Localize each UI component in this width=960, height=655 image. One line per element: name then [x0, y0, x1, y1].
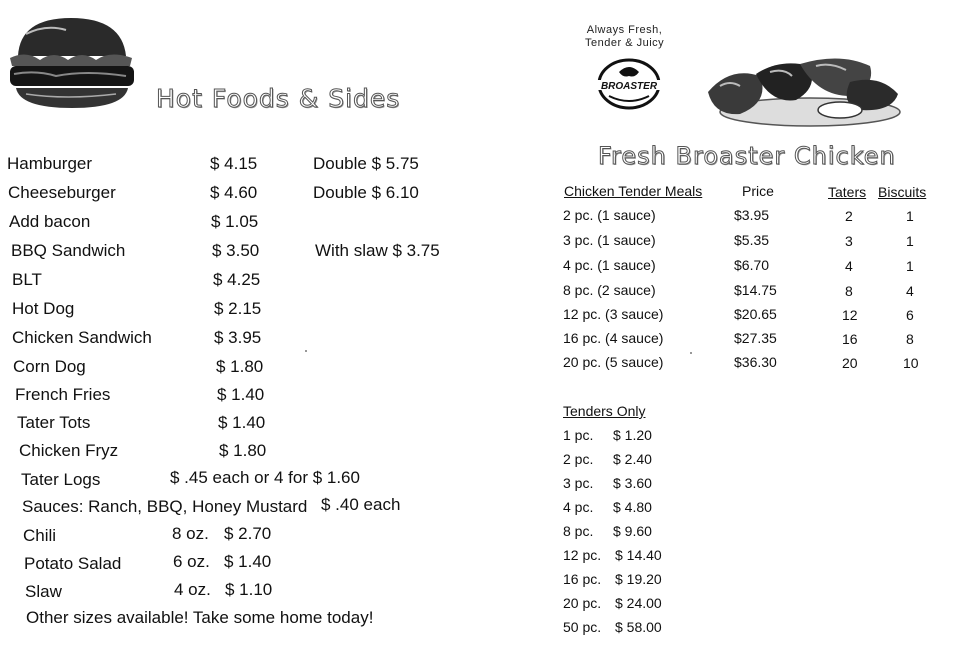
menu-item-size: 4 oz.: [174, 580, 211, 599]
tender-price: $ 58.00: [615, 619, 662, 635]
meal-row-biscuits: 8: [906, 331, 914, 347]
meal-row-meal: 3 pc. (1 sauce): [563, 232, 656, 248]
meal-row-taters: 8: [845, 283, 853, 299]
menu-item-name: Cheeseburger: [8, 183, 116, 202]
meal-row-price: $6.70: [734, 257, 770, 273]
menu-item-price: $ 1.40: [218, 413, 266, 432]
menu-item-price: $ 4.60: [210, 183, 258, 202]
hot-foods-title: Hot Foods & Sides: [156, 84, 401, 113]
meal-row-meal: 4 pc. (1 sauce): [563, 257, 656, 273]
footer-note: Other sizes available! Take some home today!: [26, 608, 374, 627]
logo-text: BROASTER: [600, 81, 658, 92]
meal-row-meal: 8 pc. (2 sauce): [563, 282, 656, 298]
tender-qty: 2 pc.: [563, 451, 594, 467]
menu-item-name: Potato Salad: [24, 554, 122, 573]
menu-item-size: 6 oz.: [173, 552, 210, 571]
menu-item-name: Chicken Sandwich: [12, 328, 152, 347]
menu-item-price: $ 1.05: [211, 212, 259, 231]
meal-row-price: $14.75: [734, 282, 777, 298]
meal-row-taters: 2: [845, 208, 853, 224]
tender-qty: 4 pc.: [563, 499, 594, 515]
meals-header-taters: Taters: [828, 184, 867, 200]
tender-price: $ 24.00: [615, 595, 662, 611]
menu-item-price: $ 1.10: [225, 580, 273, 599]
tender-price: $ 9.60: [613, 523, 652, 539]
menu-item-price: $ 4.25: [213, 270, 261, 289]
meal-row-meal: 16 pc. (4 sauce): [563, 330, 664, 346]
broaster-logo: [593, 58, 665, 110]
menu-item-price: $ 2.70: [224, 524, 272, 543]
menu-item-price: $ 4.15: [210, 154, 258, 173]
sauces-price: $ .40 each: [321, 495, 401, 514]
tender-price: $ 1.20: [613, 427, 652, 443]
menu-item-price: $ 3.95: [214, 328, 262, 347]
menu-item-price: $ 1.40: [217, 385, 265, 404]
meal-row-biscuits: 1: [906, 258, 914, 274]
tender-price: $ 2.40: [613, 451, 652, 467]
meal-row-meal: 2 pc. (1 sauce): [563, 207, 656, 223]
menu-item-name: BBQ Sandwich: [11, 241, 126, 260]
menu-item-price: $ 1.80: [216, 357, 264, 376]
menu-item-name: Hamburger: [7, 154, 93, 173]
tender-qty: 20 pc.: [563, 595, 602, 611]
meals-header-biscuits: Biscuits: [878, 184, 927, 200]
menu-item-size: 8 oz.: [172, 524, 209, 543]
tender-price: $ 4.80: [613, 499, 652, 515]
scan-speck: [690, 352, 692, 354]
meal-row-price: $36.30: [734, 354, 777, 370]
menu-item-name: BLT: [12, 270, 42, 289]
meal-row-taters: 12: [842, 307, 858, 323]
meal-row-price: $3.95: [734, 207, 770, 223]
tender-price: $ 3.60: [613, 475, 652, 491]
tender-qty: 50 pc.: [563, 619, 602, 635]
meal-row-price: $20.65: [734, 306, 777, 322]
menu-item-name: Tater Logs: [21, 470, 101, 489]
menu-item-name: Chili: [23, 526, 57, 545]
menu-item-price: $ 2.15: [214, 299, 262, 318]
meal-row-taters: 4: [845, 258, 853, 274]
meal-row-price: $5.35: [734, 232, 770, 248]
tender-qty: 3 pc.: [563, 475, 594, 491]
menu-item-extra: Double $ 5.75: [313, 154, 419, 173]
tender-qty: 8 pc.: [563, 523, 594, 539]
meal-row-biscuits: 4: [906, 283, 914, 299]
tagline-line-2: Tender & Juicy: [585, 37, 665, 49]
menu-item-price: $ 1.40: [224, 552, 272, 571]
meal-row-biscuits: 1: [906, 233, 914, 249]
meal-row-taters: 16: [842, 331, 858, 347]
tender-price: $ 14.40: [615, 547, 662, 563]
menu-item-price: $ 1.80: [219, 441, 267, 460]
meal-row-taters: 3: [845, 233, 853, 249]
meals-header-price: Price: [742, 183, 774, 199]
hamburger-image: [6, 14, 136, 109]
tenders-only-header: Tenders Only: [563, 403, 646, 419]
menu-item-extra: With slaw $ 3.75: [315, 241, 440, 260]
meal-row-meal: 12 pc. (3 sauce): [563, 306, 664, 322]
tender-price: $ 19.20: [615, 571, 662, 587]
chicken-image: [700, 52, 905, 132]
fresh-broaster-title: Fresh Broaster Chicken: [598, 142, 896, 170]
menu-item-extra: Double $ 6.10: [313, 183, 419, 202]
meal-row-biscuits: 10: [903, 355, 919, 371]
scan-speck: [305, 350, 307, 352]
meal-row-biscuits: 6: [906, 307, 914, 323]
menu-item-price: $ .45 each or 4 for $ 1.60: [170, 468, 360, 487]
sauces-label: Sauces: Ranch, BBQ, Honey Mustard: [22, 497, 308, 516]
menu-item-name: Corn Dog: [13, 357, 86, 376]
menu-item-name: Add bacon: [9, 212, 91, 231]
tagline: [585, 24, 664, 50]
menu-item-name: Tater Tots: [17, 413, 91, 432]
tender-qty: 16 pc.: [563, 571, 602, 587]
menu-item-price: $ 3.50: [212, 241, 260, 260]
tender-qty: 12 pc.: [563, 547, 602, 563]
tender-qty: 1 pc.: [563, 427, 594, 443]
menu-item-name: French Fries: [15, 385, 111, 404]
menu-item-name: Chicken Fryz: [19, 441, 119, 460]
meal-row-price: $27.35: [734, 330, 777, 346]
meal-row-biscuits: 1: [906, 208, 914, 224]
tagline-line-1: Always Fresh,: [586, 24, 663, 36]
menu-item-name: Hot Dog: [12, 299, 75, 318]
meals-header-meal: Chicken Tender Meals: [564, 183, 703, 199]
menu-item-name: Slaw: [25, 582, 62, 601]
meal-row-taters: 20: [842, 355, 858, 371]
meal-row-meal: 20 pc. (5 sauce): [563, 354, 664, 370]
